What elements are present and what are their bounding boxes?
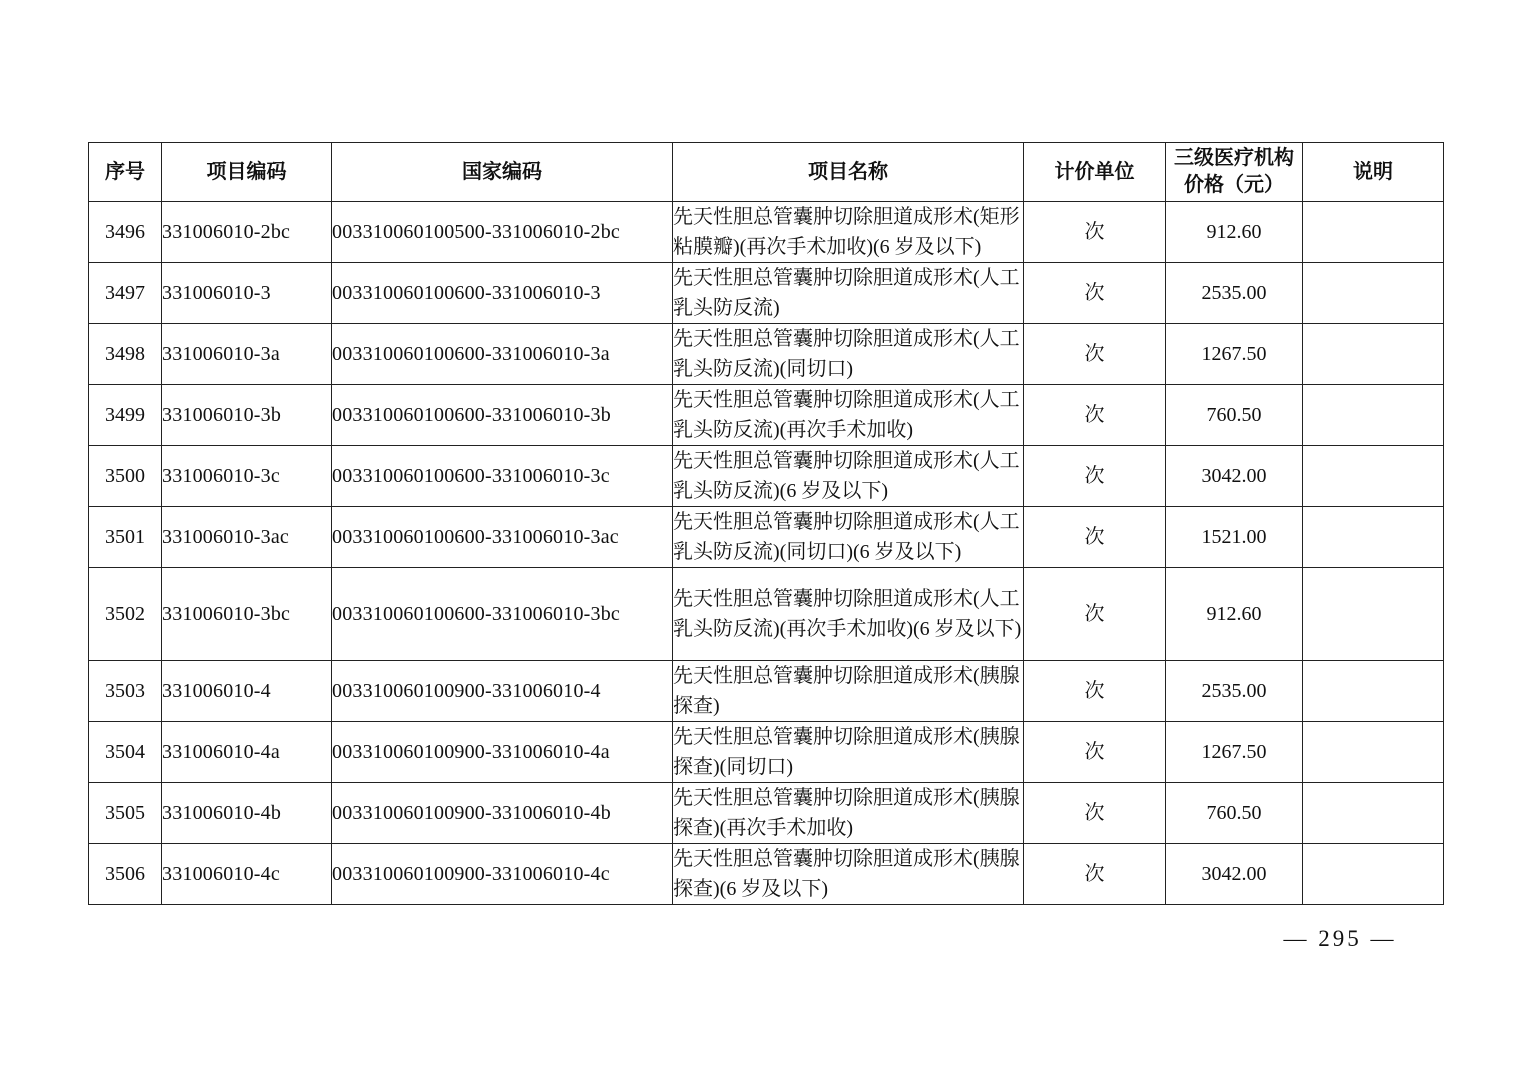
national-code-cell: 003310060100900-331006010-4a [332, 722, 673, 783]
table-row [89, 661, 1444, 722]
note-cell [1303, 385, 1444, 446]
price-cell: 1267.50 [1166, 722, 1303, 783]
item-name-cell: 先天性胆总管囊肿切除胆道成形术(人工乳头防反流)(再次手术加收)(6 岁及以下) [673, 568, 1024, 661]
unit-cell: 次 [1024, 783, 1166, 844]
national-code-cell: 003310060100600-331006010-3b [332, 385, 673, 446]
item-name-cell: 先天性胆总管囊肿切除胆道成形术(胰腺探查) [673, 661, 1024, 722]
note-cell [1303, 844, 1444, 905]
header-note: 说明 [1303, 143, 1444, 202]
table-row [89, 202, 1444, 263]
project-code-cell: 331006010-4c [162, 844, 332, 905]
seq-cell: 3500 [89, 446, 162, 507]
header-seq: 序号 [89, 143, 162, 202]
project-code-cell: 331006010-2bc [162, 202, 332, 263]
table-row [89, 722, 1444, 783]
item-name-cell: 先天性胆总管囊肿切除胆道成形术(胰腺探查)(再次手术加收) [673, 783, 1024, 844]
project-code-cell: 331006010-4b [162, 783, 332, 844]
unit-cell: 次 [1024, 507, 1166, 568]
note-cell [1303, 568, 1444, 661]
item-name-cell: 先天性胆总管囊肿切除胆道成形术(人工乳头防反流) [673, 263, 1024, 324]
price-cell: 912.60 [1166, 568, 1303, 661]
national-code-cell: 003310060100600-331006010-3a [332, 324, 673, 385]
unit-cell: 次 [1024, 202, 1166, 263]
table-row [89, 783, 1444, 844]
table-row [89, 507, 1444, 568]
national-code-cell: 003310060100600-331006010-3bc [332, 568, 673, 661]
national-code-cell: 003310060100900-331006010-4 [332, 661, 673, 722]
table-header-row [89, 143, 1444, 202]
note-cell [1303, 507, 1444, 568]
seq-cell: 3502 [89, 568, 162, 661]
project-code-cell: 331006010-3bc [162, 568, 332, 661]
project-code-cell: 331006010-3c [162, 446, 332, 507]
national-code-cell: 003310060100600-331006010-3 [332, 263, 673, 324]
item-name-cell: 先天性胆总管囊肿切除胆道成形术(矩形粘膜瓣)(再次手术加收)(6 岁及以下) [673, 202, 1024, 263]
note-cell [1303, 661, 1444, 722]
table-row [89, 263, 1444, 324]
seq-cell: 3504 [89, 722, 162, 783]
note-cell [1303, 783, 1444, 844]
project-code-cell: 331006010-4a [162, 722, 332, 783]
national-code-cell: 003310060100900-331006010-4b [332, 783, 673, 844]
seq-cell: 3498 [89, 324, 162, 385]
project-code-cell: 331006010-3ac [162, 507, 332, 568]
page-number: — 295 — [1283, 926, 1397, 951]
item-name-cell: 先天性胆总管囊肿切除胆道成形术(人工乳头防反流)(再次手术加收) [673, 385, 1024, 446]
price-cell: 912.60 [1166, 202, 1303, 263]
header-tier3-price: 三级医疗机构 价格（元） [1166, 143, 1303, 202]
item-name-cell: 先天性胆总管囊肿切除胆道成形术(人工乳头防反流)(6 岁及以下) [673, 446, 1024, 507]
table-row [89, 844, 1444, 905]
seq-cell: 3503 [89, 661, 162, 722]
price-cell: 1267.50 [1166, 324, 1303, 385]
header-national-code: 国家编码 [332, 143, 673, 202]
national-code-cell: 003310060100600-331006010-3ac [332, 507, 673, 568]
seq-cell: 3506 [89, 844, 162, 905]
table-row [89, 324, 1444, 385]
note-cell [1303, 722, 1444, 783]
unit-cell: 次 [1024, 661, 1166, 722]
unit-cell: 次 [1024, 568, 1166, 661]
header-unit: 计价单位 [1024, 143, 1166, 202]
price-cell: 3042.00 [1166, 844, 1303, 905]
table-row [89, 446, 1444, 507]
price-cell: 760.50 [1166, 385, 1303, 446]
unit-cell: 次 [1024, 844, 1166, 905]
item-name-cell: 先天性胆总管囊肿切除胆道成形术(人工乳头防反流)(同切口)(6 岁及以下) [673, 507, 1024, 568]
note-cell [1303, 263, 1444, 324]
price-cell: 760.50 [1166, 783, 1303, 844]
price-cell: 1521.00 [1166, 507, 1303, 568]
seq-cell: 3497 [89, 263, 162, 324]
project-code-cell: 331006010-3b [162, 385, 332, 446]
seq-cell: 3499 [89, 385, 162, 446]
unit-cell: 次 [1024, 263, 1166, 324]
table-row [89, 568, 1444, 661]
national-code-cell: 003310060100600-331006010-3c [332, 446, 673, 507]
price-cell: 2535.00 [1166, 263, 1303, 324]
note-cell [1303, 446, 1444, 507]
note-cell [1303, 202, 1444, 263]
table-row [89, 385, 1444, 446]
unit-cell: 次 [1024, 446, 1166, 507]
project-code-cell: 331006010-4 [162, 661, 332, 722]
project-code-cell: 331006010-3a [162, 324, 332, 385]
price-cell: 3042.00 [1166, 446, 1303, 507]
item-name-cell: 先天性胆总管囊肿切除胆道成形术(胰腺探查)(同切口) [673, 722, 1024, 783]
medical-price-table [88, 142, 1444, 905]
seq-cell: 3496 [89, 202, 162, 263]
seq-cell: 3505 [89, 783, 162, 844]
project-code-cell: 331006010-3 [162, 263, 332, 324]
unit-cell: 次 [1024, 722, 1166, 783]
unit-cell: 次 [1024, 385, 1166, 446]
price-cell: 2535.00 [1166, 661, 1303, 722]
header-item-name: 项目名称 [673, 143, 1024, 202]
item-name-cell: 先天性胆总管囊肿切除胆道成形术(人工乳头防反流)(同切口) [673, 324, 1024, 385]
unit-cell: 次 [1024, 324, 1166, 385]
item-name-cell: 先天性胆总管囊肿切除胆道成形术(胰腺探查)(6 岁及以下) [673, 844, 1024, 905]
national-code-cell: 003310060100900-331006010-4c [332, 844, 673, 905]
seq-cell: 3501 [89, 507, 162, 568]
header-project-code: 项目编码 [162, 143, 332, 202]
note-cell [1303, 324, 1444, 385]
national-code-cell: 003310060100500-331006010-2bc [332, 202, 673, 263]
